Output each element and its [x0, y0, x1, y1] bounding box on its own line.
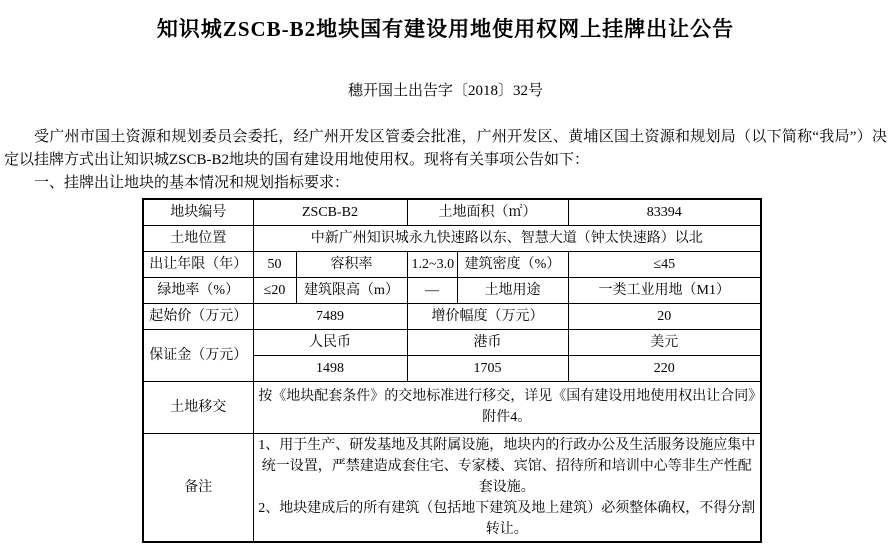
- deposit-usd-label-cell: 美元: [568, 329, 761, 355]
- location-label-cell: 土地位置: [143, 225, 253, 251]
- table-row: [143, 277, 761, 303]
- plot-ratio-label-cell: 容积率: [296, 251, 407, 277]
- increment-value-cell: 20: [568, 303, 761, 329]
- building-density-label-cell: 建筑密度（%）: [457, 251, 568, 277]
- parcel-no-value-cell: ZSCB-B2: [253, 199, 407, 225]
- table-row: [143, 329, 761, 355]
- remarks-label-cell: 备注: [143, 433, 253, 542]
- parcel-no-label-cell: 地块编号: [143, 199, 253, 225]
- land-use-value-cell: 一类工业用地（M1）: [568, 277, 761, 303]
- height-limit-label-cell: 建筑限高（m）: [296, 277, 407, 303]
- remarks-item-2: 2、地块建成后的所有建筑（包括地下建筑及地上建筑）必须整体确权，不得分割转让。: [258, 500, 756, 537]
- tenure-value-cell: 50: [253, 251, 296, 277]
- table-row: [143, 433, 761, 542]
- remarks-item-1: 1、用于生产、研发基地及其附属设施，地块内的行政办公及生活服务设施应集中统一设置，严禁建造成套住宅、专家楼、宾馆、招待所和培训中心等非生产性配套设施。: [258, 437, 756, 495]
- document-body: [4, 126, 887, 195]
- deposit-hkd-value-cell: 1705: [407, 355, 568, 381]
- height-limit-value-cell: —: [407, 277, 457, 303]
- page-title: 知识城ZSCB-B2地块国有建设用地使用权网上挂牌出让公告: [156, 17, 735, 41]
- start-price-label-cell: 起始价（万元）: [143, 303, 253, 329]
- table-row: [143, 251, 761, 277]
- table-row: [143, 225, 761, 251]
- deposit-rmb-value-cell: 1498: [253, 355, 407, 381]
- deposit-usd-value-cell: 220: [568, 355, 761, 381]
- land-area-value-cell: 83394: [568, 199, 761, 225]
- green-ratio-value-cell: ≤20: [253, 277, 296, 303]
- building-density-value-cell: ≤45: [568, 251, 761, 277]
- land-info-table: [142, 198, 762, 543]
- deposit-hkd-label-cell: 港币: [407, 329, 568, 355]
- section-heading: 一、挂牌出让地块的基本情况和规划指标要求：: [34, 175, 350, 191]
- deposit-label-cell: 保证金（万元）: [143, 329, 253, 381]
- land-use-label-cell: 土地用途: [457, 277, 568, 303]
- table-row: [143, 199, 761, 225]
- tenure-label-cell: 出让年限（年）: [143, 251, 253, 277]
- land-area-label-cell: 土地面积（㎡）: [407, 199, 568, 225]
- remarks-text-cell: [253, 433, 761, 542]
- start-price-value-cell: 7489: [253, 303, 407, 329]
- handover-text-cell: 按《地块配套条件》的交地标准进行移交，详见《国有建设用地使用权出让合同》附件4。: [253, 381, 761, 433]
- document-number: 穗开国土出告字〔2018〕32号: [347, 83, 543, 99]
- handover-label-cell: 土地移交: [143, 381, 253, 433]
- intro-paragraph: 受广州市国土资源和规划委员会委托，经广州开发区管委会批准，广州开发区、黄埔区国土资源和规划局（以下简称“我局”）决定以挂牌方式出让知识城ZSCB-B2地块的国有建设用地使用权。现将有关事项公告如下：: [4, 129, 887, 168]
- location-value-cell: 中新广州知识城永九快速路以东、智慧大道（钟太快速路）以北: [253, 225, 761, 251]
- increment-label-cell: 增价幅度（万元）: [407, 303, 568, 329]
- table-row: [143, 381, 761, 433]
- green-ratio-label-cell: 绿地率（%）: [143, 277, 253, 303]
- table-row: [143, 303, 761, 329]
- plot-ratio-value-cell: 1.2~3.0: [407, 251, 457, 277]
- deposit-rmb-label-cell: 人民币: [253, 329, 407, 355]
